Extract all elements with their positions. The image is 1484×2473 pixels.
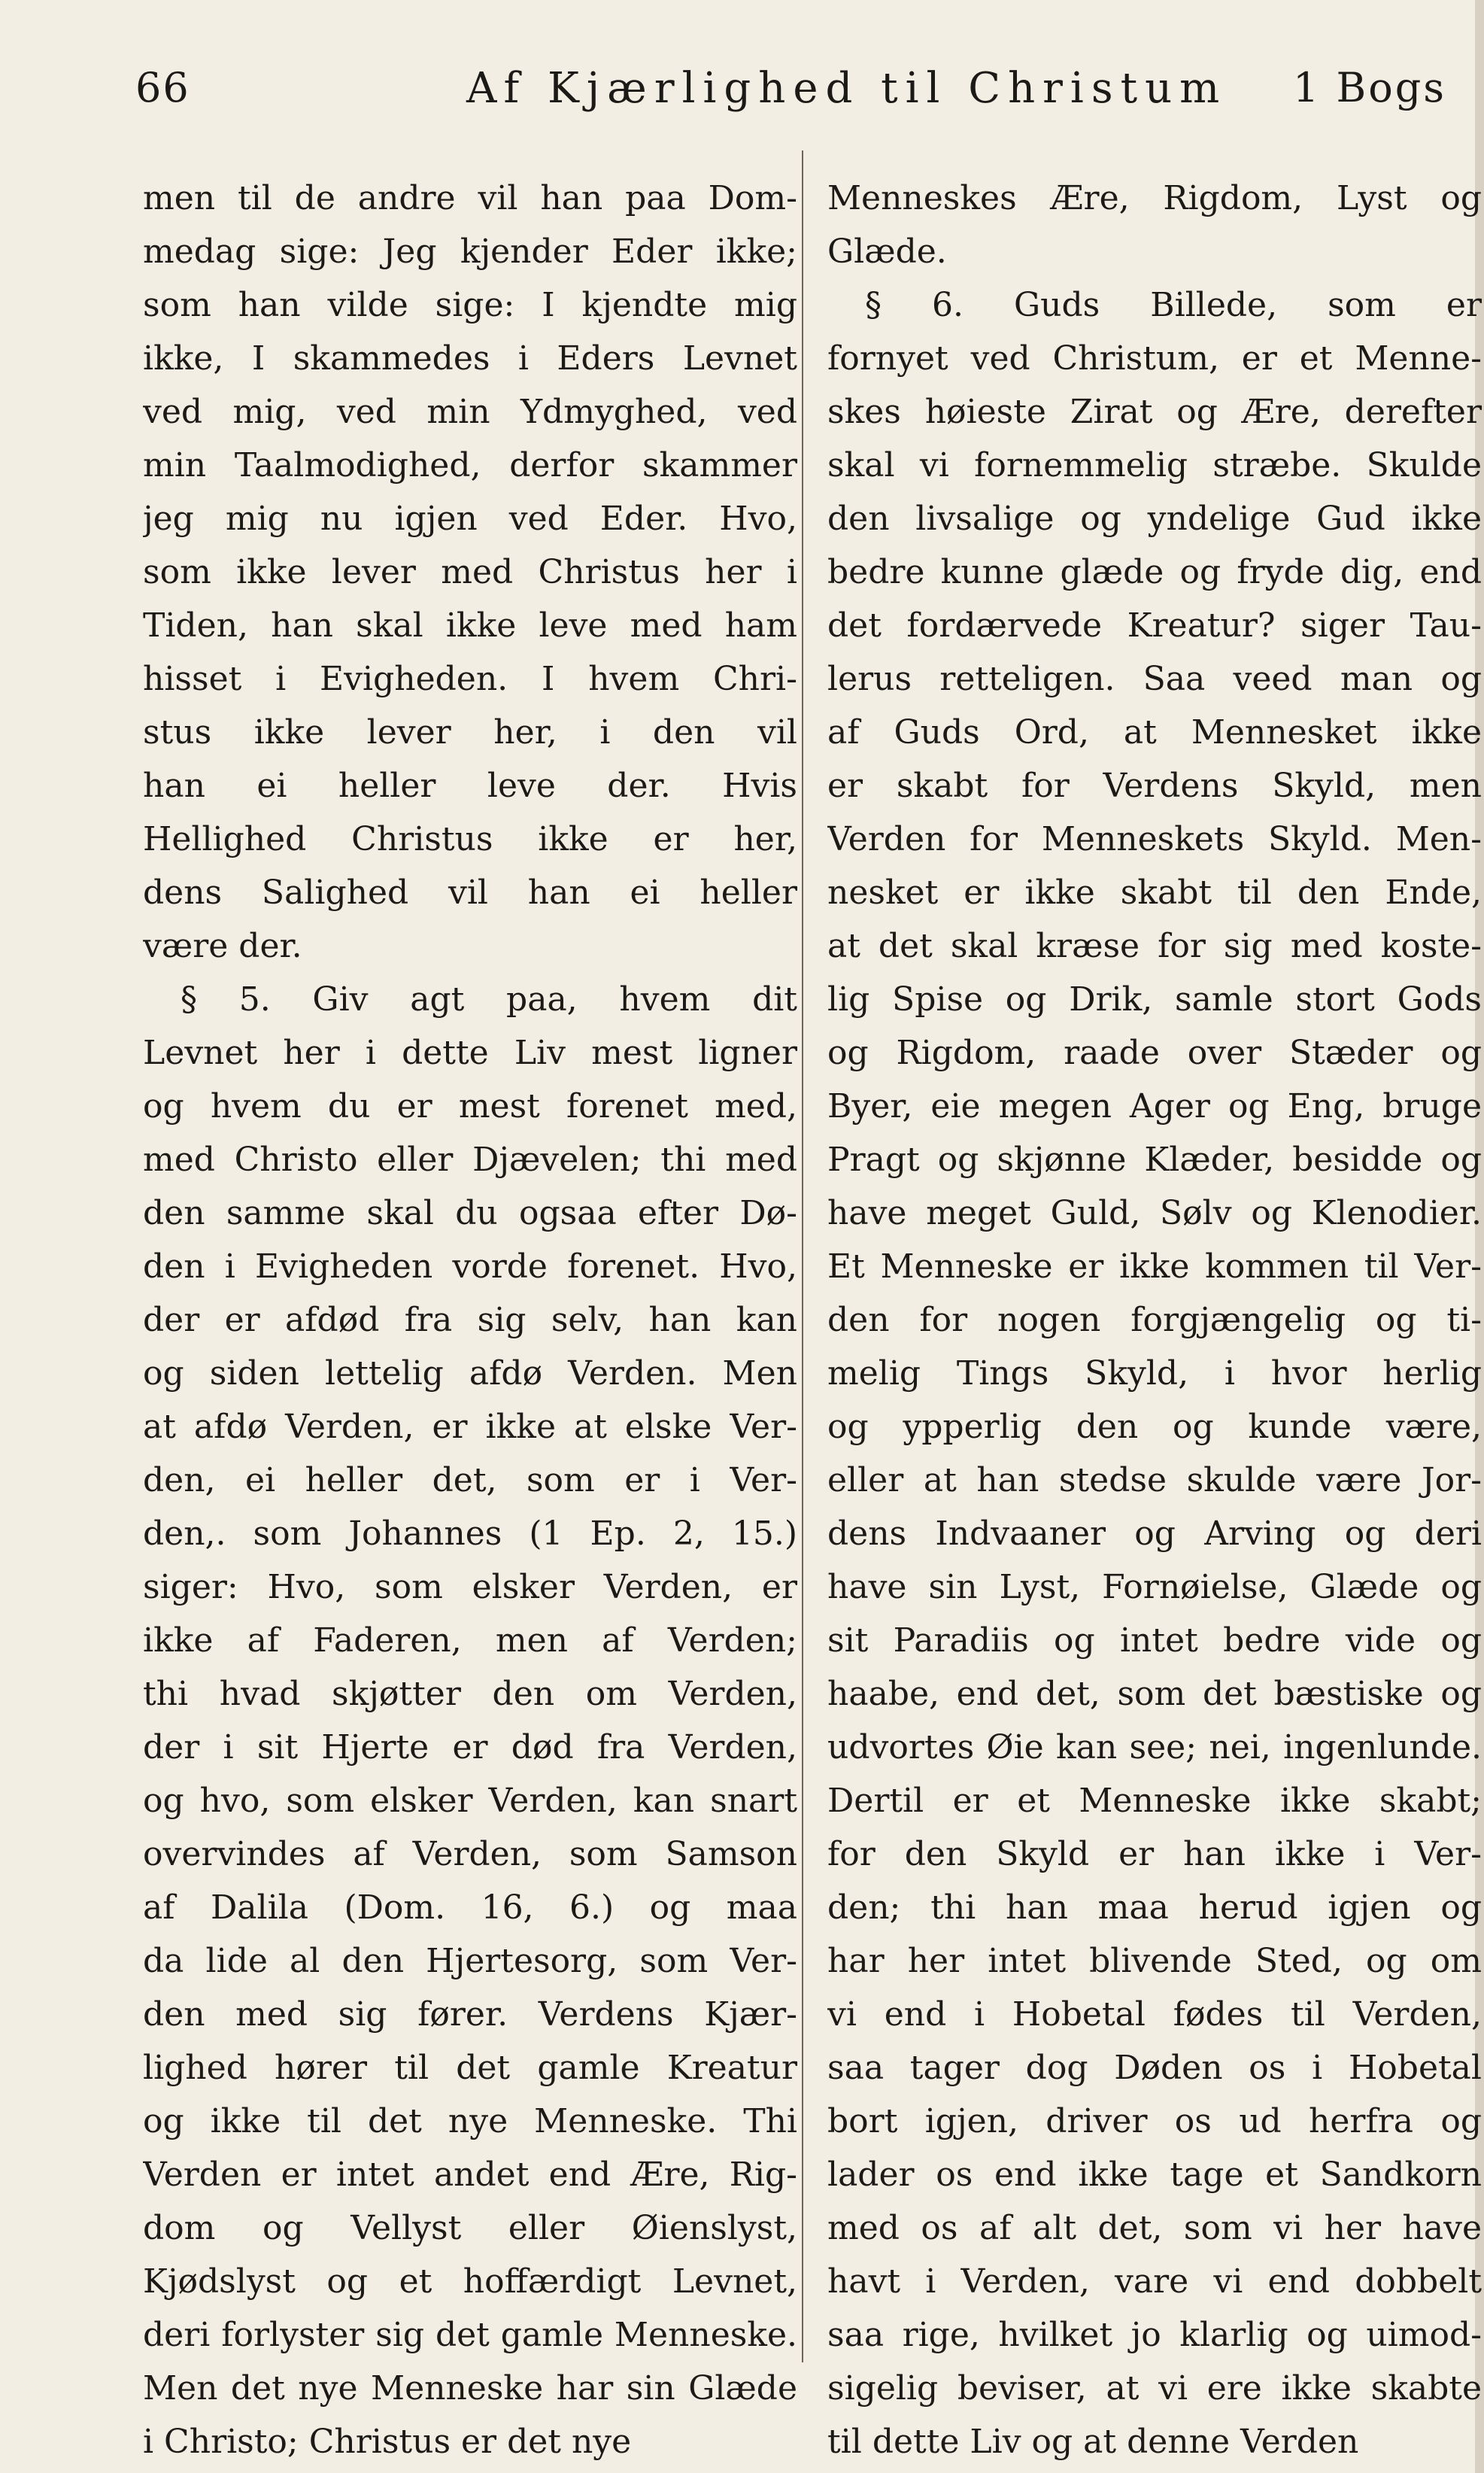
text-line: § 6. Guds Billede, som er — [865, 286, 1482, 324]
text-line: være der. — [143, 927, 302, 965]
text-line: vi end i Hobetal fødes til Verden, — [827, 1995, 1482, 2034]
text-line: den samme skal du ogsaa efter Dø- — [143, 1194, 797, 1232]
text-line: ikke af Faderen, men af Verden; — [143, 1621, 797, 1660]
text-line: saa rige, hvilket jo klarlig og uimod- — [827, 2316, 1482, 2354]
text-line: Hellighed Christus ikke er her, — [143, 820, 797, 858]
text-line: dens Indvaaner og Arving og deri — [827, 1514, 1482, 1553]
text-line: Pragt og skjønne Klæder, besidde og — [827, 1141, 1482, 1179]
text-line: havt i Verden, vare vi end dobbelt — [827, 2262, 1482, 2301]
text-line: overvindes af Verden, som Samson — [143, 1835, 797, 1873]
text-line: § 5. Giv agt paa, hvem dit — [181, 980, 797, 1019]
text-line: i Christo; Christus er det nye — [143, 2423, 632, 2461]
text-line: sit Paradiis og intet bedre vide og — [827, 1621, 1482, 1660]
text-line: bedre kunne glæde og fryde dig, end — [827, 553, 1482, 591]
text-line: udvortes Øie kan see; nei, ingenlunde. — [827, 1728, 1482, 1767]
text-line: medag sige: Jeg kjender Eder ikke; — [143, 232, 797, 271]
text-line: lerus retteligen. Saa veed man og — [827, 660, 1482, 698]
text-line: af Dalila (Dom. 16, 6.) og maa — [143, 1888, 797, 1927]
text-line: den med sig fører. Verdens Kjær- — [143, 1995, 797, 2034]
page-number: 66 — [135, 64, 190, 111]
text-line: deri forlyster sig det gamle Menneske. — [143, 2316, 797, 2354]
text-line: have meget Guld, Sølv og Klenodier. — [827, 1194, 1482, 1232]
text-line: bort igjen, driver os ud herfra og — [827, 2102, 1482, 2140]
text-line: som han vilde sige: I kjendte mig — [143, 286, 797, 324]
text-line: men til de andre vil han paa Dom- — [143, 179, 797, 217]
page-header — [120, 64, 1454, 124]
text-line: siger: Hvo, som elsker Verden, er — [143, 1568, 797, 1606]
text-line: Verden er intet andet end Ære, Rig- — [143, 2156, 797, 2194]
text-line: at afdø Verden, er ikke at elske Ver- — [143, 1408, 797, 1446]
text-line: og ypperlig den og kunde være, — [827, 1408, 1482, 1446]
text-line: er skabt for Verdens Skyld, men — [827, 767, 1482, 805]
column-divider — [802, 150, 803, 2362]
text-line: han ei heller leve der. Hvis — [143, 767, 797, 805]
text-line: den,. som Johannes (1 Ep. 2, 15.) — [143, 1514, 797, 1553]
text-line: den, ei heller det, som er i Ver- — [143, 1461, 797, 1499]
text-line: fornyet ved Christum, er et Menne- — [827, 339, 1482, 378]
text-line: min Taalmodighed, derfor skammer — [143, 446, 797, 485]
text-line: til dette Liv og at denne Verden — [827, 2423, 1359, 2461]
text-line: for den Skyld er han ikke i Ver- — [827, 1835, 1482, 1873]
text-line: og Rigdom, raade over Stæder og — [827, 1034, 1482, 1072]
running-title: Af Kjærlighed til Christum — [466, 64, 1228, 113]
text-line: ikke, I skammedes i Eders Levnet — [143, 339, 797, 378]
text-line: Et Menneske er ikke kommen til Ver- — [827, 1247, 1482, 1286]
text-line: melig Tings Skyld, i hvor herlig — [827, 1354, 1482, 1393]
text-line: lighed hører til det gamle Kreatur — [143, 2049, 797, 2087]
text-line: Verden for Menneskets Skyld. Men- — [827, 820, 1482, 858]
text-line: ved mig, ved min Ydmyghed, ved — [143, 393, 797, 431]
text-line: Kjødslyst og et hoffærdigt Levnet, — [143, 2262, 797, 2301]
text-line: med Christo eller Djævelen; thi med — [143, 1141, 797, 1179]
text-line: stus ikke lever her, i den vil — [143, 713, 797, 752]
text-line: har her intet blivende Sted, og om — [827, 1942, 1482, 1980]
text-line: Glæde. — [827, 232, 947, 271]
text-line: Byer, eie megen Ager og Eng, bruge — [827, 1087, 1482, 1126]
text-line: have sin Lyst, Fornøielse, Glæde og — [827, 1568, 1482, 1606]
text-line: med os af alt det, som vi her have — [827, 2209, 1482, 2247]
text-line: eller at han stedse skulde være Jor- — [827, 1461, 1482, 1499]
text-line: og hvem du er mest forenet med, — [143, 1087, 797, 1126]
text-line: skal vi fornemmelig stræbe. Skulde — [827, 446, 1482, 485]
book-label: 1 Bogs — [1293, 64, 1446, 111]
text-line: det fordærvede Kreatur? siger Tau- — [827, 606, 1482, 645]
text-line: saa tager dog Døden os i Hobetal — [827, 2049, 1482, 2087]
text-line: hisset i Evigheden. I hvem Chri- — [143, 660, 797, 698]
text-line: Tiden, han skal ikke leve med ham — [143, 606, 797, 645]
text-line: af Guds Ord, at Mennesket ikke — [827, 713, 1482, 752]
left-column — [143, 172, 797, 2468]
text-line: og ikke til det nye Menneske. Thi — [143, 2102, 797, 2140]
text-line: at det skal kræse for sig med koste- — [827, 927, 1482, 965]
text-line: lig Spise og Drik, samle stort Gods — [827, 980, 1482, 1019]
text-line: dens Salighed vil han ei heller — [143, 873, 797, 912]
text-line: da lide al den Hjertesorg, som Ver- — [143, 1942, 797, 1980]
text-line: Men det nye Menneske har sin Glæde — [143, 2369, 797, 2408]
right-column — [827, 172, 1482, 2468]
text-line: lader os end ikke tage et Sandkorn — [827, 2156, 1482, 2194]
text-line: skes høieste Zirat og Ære, derefter — [827, 393, 1482, 431]
text-line: den i Evigheden vorde forenet. Hvo, — [143, 1247, 797, 1286]
text-line: sigelig beviser, at vi ere ikke skabte — [827, 2369, 1482, 2408]
text-line: jeg mig nu igjen ved Eder. Hvo, — [143, 500, 797, 538]
text-line: der er afdød fra sig selv, han kan — [143, 1301, 797, 1339]
text-line: thi hvad skjøtter den om Verden, — [143, 1675, 797, 1713]
text-line: Dertil er et Menneske ikke skabt; — [827, 1782, 1482, 1820]
text-line: haabe, end det, som det bæstiske og — [827, 1675, 1482, 1713]
text-line: den; thi han maa herud igjen og — [827, 1888, 1482, 1927]
text-line: som ikke lever med Christus her i — [143, 553, 797, 591]
text-line: og hvo, som elsker Verden, kan snart — [143, 1782, 797, 1820]
text-line: og siden lettelig afdø Verden. Men — [143, 1354, 797, 1393]
text-line: Menneskes Ære, Rigdom, Lyst og — [827, 179, 1482, 217]
text-line: dom og Vellyst eller Øienslyst, — [143, 2209, 797, 2247]
text-line: Levnet her i dette Liv mest ligner — [143, 1034, 797, 1072]
text-line: der i sit Hjerte er død fra Verden, — [143, 1728, 797, 1767]
text-line: den livsalige og yndelige Gud ikke — [827, 500, 1482, 538]
text-line: nesket er ikke skabt til den Ende, — [827, 873, 1482, 912]
text-line: den for nogen forgjængelig og ti- — [827, 1301, 1482, 1339]
